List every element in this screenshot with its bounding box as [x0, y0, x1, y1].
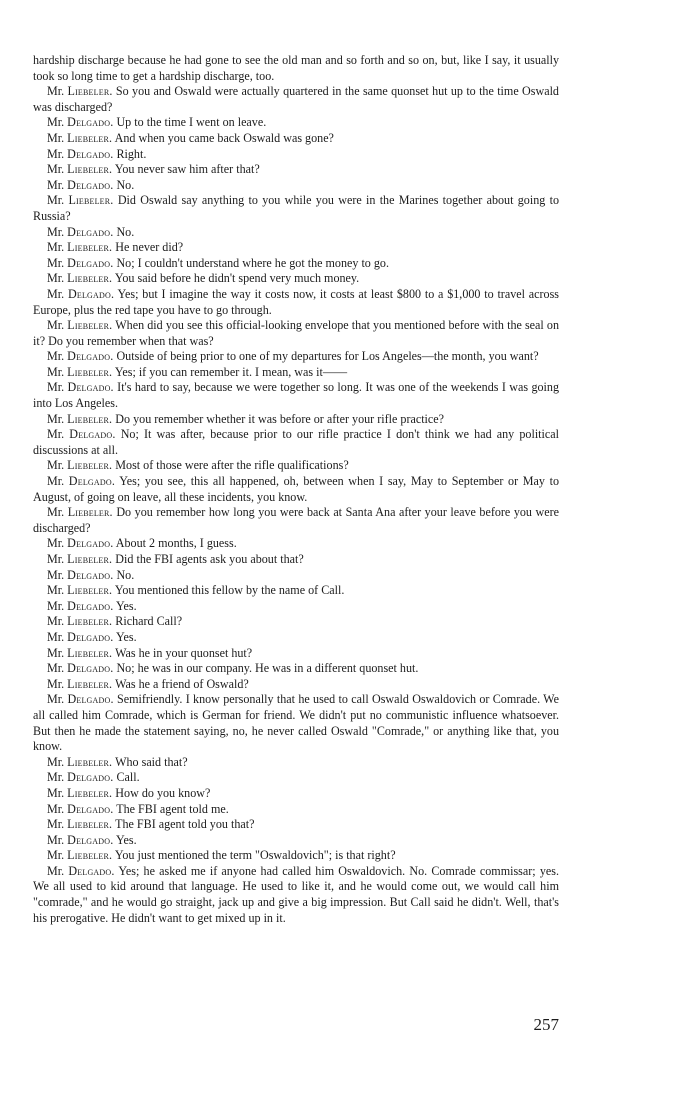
speech-text: You mentioned this fellow by the name of Call. — [114, 583, 345, 598]
speaker-name: Liebeler. — [67, 162, 113, 177]
dialogue-line — [33, 583, 559, 599]
speaker-name: Liebeler. — [67, 458, 113, 473]
speaker-title: Mr. — [47, 505, 65, 520]
speech-text: Most of those were after the rifle qualifications? — [115, 458, 349, 473]
page-number: 257 — [533, 1015, 559, 1034]
dialogue-line — [33, 646, 559, 662]
speaker-title: Mr. — [47, 271, 65, 286]
speaker-name: Liebeler. — [67, 754, 113, 769]
speaker-name: Liebeler. — [67, 785, 113, 800]
speaker-title: Mr. — [47, 427, 65, 442]
speaker-title: Mr. — [47, 474, 65, 489]
speech-text: No; I couldn't understand where he got the money to go. — [116, 255, 389, 270]
speaker-title: Mr. — [47, 193, 65, 208]
speaker-title: Mr. — [47, 458, 65, 473]
dialogue-line — [33, 599, 559, 615]
dialogue-line — [33, 614, 559, 630]
dialogue-line — [33, 552, 559, 568]
speech-text: Outside of being prior to one of my departures for Los Angeles—the month, you want? — [116, 349, 539, 364]
dialogue-line — [33, 162, 559, 178]
speaker-name: Delgado. — [68, 863, 115, 878]
opening-paragraph: hardship discharge because he had gone to see the old man and so forth and so on, but, like I say, it usually took so long time to get a hardship discharge, too. — [33, 53, 559, 83]
speech-text: No; he was in our company. He was in a different quonset hut. — [116, 661, 419, 676]
speech-text: The FBI agent told me. — [116, 801, 229, 816]
speaker-name: Delgado. — [67, 598, 114, 613]
speech-text: Yes. — [116, 832, 137, 847]
dialogue-line — [33, 661, 559, 677]
speech-text: Was he in your quonset hut? — [115, 645, 253, 660]
speaker-name: Delgado. — [67, 832, 114, 847]
speech-text: No. — [116, 224, 135, 239]
speaker-name: Liebeler. — [67, 271, 113, 286]
speaker-name: Delgado. — [67, 629, 114, 644]
dialogue-line — [33, 630, 559, 646]
speech-text: Do you remember whether it was before or after your rifle practice? — [115, 411, 445, 426]
dialogue-line — [33, 380, 559, 411]
dialogue-line — [33, 147, 559, 163]
speaker-name: Delgado. — [67, 349, 114, 364]
speaker-title: Mr. — [47, 770, 65, 785]
speaker-title: Mr. — [47, 162, 65, 177]
speaker-title: Mr. — [47, 364, 65, 379]
dialogue-line — [33, 692, 559, 754]
speaker-name: Liebeler. — [67, 364, 113, 379]
speaker-name: Liebeler. — [67, 505, 113, 520]
dialogue-line — [33, 115, 559, 131]
dialogue-line — [33, 84, 559, 115]
speaker-name: Liebeler. — [67, 848, 113, 863]
dialogue-line — [33, 833, 559, 849]
speaker-title: Mr. — [47, 645, 65, 660]
speaker-name: Delgado. — [67, 177, 114, 192]
dialogue-line — [33, 848, 559, 864]
speech-text: You never saw him after that? — [114, 162, 260, 177]
speaker-name: Liebeler. — [67, 552, 113, 566]
dialogue-line — [33, 287, 559, 318]
speech-text: Semifriendly. I know personally that he used to call Oswald Oswaldovich or Comrade. We all called him Comrade, which is German for friend. We didn't put no communistic influence whatsoever. But then he made the statement saying, no, he never called Oswald "Comrade," or anything like that, you know. — [33, 692, 559, 754]
speaker-title: Mr. — [47, 318, 65, 333]
speech-text: Did Oswald say anything to you while you were in the Marines together about going to Russia? — [33, 193, 559, 223]
speech-text: Richard Call? — [115, 614, 183, 629]
speaker-title: Mr. — [47, 661, 65, 676]
speaker-title: Mr. — [47, 255, 65, 270]
dialogue-line — [33, 412, 559, 428]
speaker-name: Delgado. — [67, 661, 114, 676]
speaker-name: Delgado. — [67, 146, 114, 161]
speech-text: Who said that? — [115, 754, 188, 769]
speaker-title: Mr. — [47, 692, 65, 707]
speech-text: No. — [116, 177, 135, 192]
speech-text: No; It was after, because prior to our rifle practice I don't think we had any political discussions at all. — [33, 427, 559, 457]
speaker-name: Delgado. — [67, 224, 114, 239]
speaker-name: Delgado. — [67, 801, 114, 816]
speaker-name: Delgado. — [67, 770, 114, 785]
speaker-title: Mr. — [47, 785, 65, 800]
speech-text: Call. — [116, 770, 140, 785]
speaker-title: Mr. — [47, 801, 65, 816]
speaker-title: Mr. — [47, 240, 65, 255]
speaker-title: Mr. — [47, 130, 65, 145]
speaker-title: Mr. — [47, 817, 65, 832]
speech-text: Yes. — [116, 598, 137, 613]
speech-text: Up to the time I went on leave. — [116, 115, 267, 130]
speech-text: About 2 months, I guess. — [115, 536, 237, 551]
speaker-title: Mr. — [47, 676, 65, 691]
speech-text: Did the FBI agents ask you about that? — [115, 552, 304, 566]
speaker-title: Mr. — [47, 146, 65, 161]
speech-text: Was he a friend of Oswald? — [115, 676, 249, 691]
speech-text: How do you know? — [115, 785, 211, 800]
dialogue-line — [33, 770, 559, 786]
speaker-name: Delgado. — [67, 115, 114, 130]
speaker-name: Delgado. — [67, 692, 114, 707]
speaker-title: Mr. — [47, 349, 65, 364]
dialogue-line — [33, 349, 559, 365]
speech-text: So you and Oswald were actually quartered in the same quonset hut up to the time Oswald was discharged? — [33, 84, 559, 114]
speaker-title: Mr. — [47, 614, 65, 629]
speaker-title: Mr. — [47, 598, 65, 613]
speaker-name: Delgado. — [67, 536, 114, 551]
speaker-name: Liebeler. — [67, 240, 113, 255]
speaker-title: Mr. — [47, 536, 65, 551]
speech-text: Yes. — [116, 629, 137, 644]
dialogue-line — [33, 802, 559, 818]
speaker-name: Liebeler. — [67, 676, 113, 691]
speech-text: He never did? — [115, 240, 184, 255]
speaker-name: Liebeler. — [67, 84, 113, 99]
dialogue-line — [33, 225, 559, 241]
speech-text: You just mentioned the term "Oswaldovich"; is that right? — [114, 848, 396, 863]
speech-text: Yes; if you can remember it. I mean, was it—— — [114, 364, 348, 379]
dialogue-line — [33, 536, 559, 552]
speaker-title: Mr. — [47, 411, 65, 426]
dialogue-line — [33, 178, 559, 194]
speaker-title: Mr. — [47, 629, 65, 644]
dialogue-line — [33, 505, 559, 536]
speaker-title: Mr. — [47, 832, 65, 847]
speech-text: Do you remember how long you were back at Santa Ana after your leave before you were discharged? — [33, 505, 560, 535]
speaker-title: Mr. — [47, 567, 65, 582]
dialogue-line — [33, 256, 559, 272]
speaker-name: Delgado. — [69, 427, 116, 442]
speaker-name: Liebeler. — [67, 411, 113, 426]
speaker-name: Delgado. — [67, 286, 115, 301]
speaker-name: Liebeler. — [67, 645, 113, 660]
speaker-title: Mr. — [47, 115, 65, 130]
dialogue-line — [33, 755, 559, 771]
speaker-name: Delgado. — [68, 474, 116, 489]
speech-text: It's hard to say, because we were together so long. It was one of the weekends I was going into Los Angeles. — [33, 380, 559, 411]
speaker-name: Liebeler. — [67, 130, 113, 145]
dialogue-list — [33, 84, 559, 926]
dialogue-line — [33, 193, 559, 224]
speaker-name: Liebeler. — [68, 193, 114, 208]
speech-text: When did you see this official-looking envelope that you mentioned before with the seal on it? Do you remember when that was? — [33, 318, 559, 348]
speech-text: No. — [116, 567, 135, 582]
speaker-title: Mr. — [47, 754, 65, 769]
speech-text: You said before he didn't spend very much money. — [114, 271, 360, 286]
dialogue-line — [33, 864, 559, 926]
speaker-title: Mr. — [47, 84, 65, 99]
dialogue-line — [33, 240, 559, 256]
dialogue-line — [33, 458, 559, 474]
dialogue-line — [33, 131, 559, 147]
speech-text: Right. — [116, 146, 147, 161]
speech-text: Yes; you see, this all happened, oh, between when I say, May to September or May to August, of going on leave, all these incidents, you know. — [33, 474, 559, 504]
speaker-title: Mr. — [47, 224, 65, 239]
dialogue-line — [33, 427, 559, 458]
speaker-name: Liebeler. — [67, 817, 113, 832]
speaker-name: Liebeler. — [67, 318, 113, 333]
dialogue-line — [33, 271, 559, 287]
speaker-title: Mr. — [47, 177, 65, 192]
speaker-name: Delgado. — [67, 567, 114, 582]
speaker-title: Mr. — [47, 552, 65, 566]
speaker-name: Liebeler. — [67, 614, 113, 629]
speaker-title: Mr. — [47, 863, 65, 878]
dialogue-line — [33, 365, 559, 381]
speaker-title: Mr. — [47, 286, 65, 301]
speech-text: Yes; but I imagine the way it costs now, it costs at least $800 to a $1,000 to travel across Europe, plus the red tape you have to go through. — [33, 286, 559, 317]
speech-text: The FBI agent told you that? — [115, 817, 255, 832]
speech-text: Yes; he asked me if anyone had called him Oswaldovich. No. Comrade commissar; yes. We all used to kid around that language. He used to like it, and he would come out, we would call him "comrade," and he would go straight, jack up and give a big impression. But Call said he didn't. Well, that's his prerogative. He didn't want to get mixed up in it. — [33, 863, 559, 925]
speaker-name: Delgado. — [67, 255, 114, 270]
dialogue-line — [33, 318, 559, 349]
transcript-page — [33, 53, 559, 926]
speaker-name: Delgado. — [67, 380, 114, 395]
dialogue-line — [33, 817, 559, 833]
speaker-title: Mr. — [47, 380, 65, 395]
speaker-name: Liebeler. — [67, 583, 113, 598]
speech-text: And when you came back Oswald was gone? — [114, 130, 334, 145]
dialogue-line — [33, 474, 559, 505]
dialogue-line — [33, 568, 559, 584]
speaker-title: Mr. — [47, 848, 65, 863]
dialogue-line — [33, 677, 559, 693]
dialogue-line — [33, 786, 559, 802]
speaker-title: Mr. — [47, 583, 65, 598]
